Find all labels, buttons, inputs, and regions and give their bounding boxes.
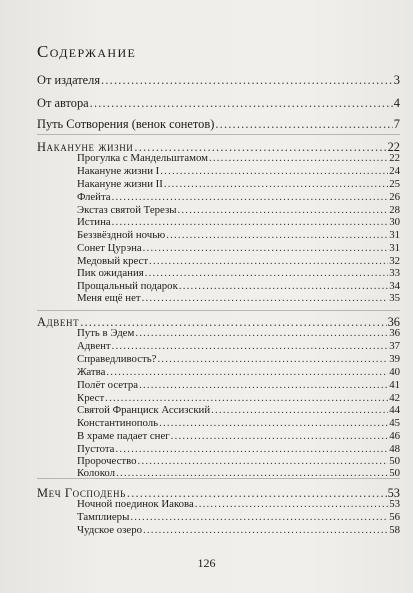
- toc-sub-entry: [37, 255, 400, 267]
- toc-sub-entry: [37, 267, 400, 279]
- toc-entry-page: 3: [393, 73, 400, 87]
- toc-entry: [37, 96, 400, 111]
- toc-sub-entry: [37, 366, 400, 378]
- page-title: Содержание: [37, 42, 137, 61]
- toc-entry-page: 53: [387, 486, 400, 500]
- toc-entry-title: Чудское озеро: [77, 524, 142, 536]
- toc-entry-title: Справедливость?: [77, 353, 157, 365]
- toc-entry-title: Прощальный подарок: [77, 280, 178, 292]
- toc-entry-page: 31: [389, 242, 400, 254]
- toc-entry-page: 56: [389, 511, 400, 523]
- toc-sub-entry: [37, 242, 400, 254]
- toc-entry: [37, 73, 400, 88]
- toc-entry-page: 50: [389, 455, 400, 467]
- toc-entry-page: 4: [393, 96, 400, 110]
- toc-entry-title: Беззвёздной ночью: [77, 229, 166, 241]
- toc-entry-page: 44: [389, 404, 400, 416]
- toc-section-title: Меч Господень: [37, 486, 126, 500]
- toc-entry-page: 40: [389, 366, 400, 378]
- toc-entry-title: От издателя: [37, 73, 101, 87]
- toc-sub-entry: [37, 340, 400, 352]
- toc-entry-page: 37: [389, 340, 400, 352]
- toc-sub-entry: [37, 152, 400, 164]
- toc-entry-page: 46: [389, 430, 400, 442]
- toc-entry-page: 53: [389, 498, 400, 510]
- toc-entry-title: Святой Франциск Ассизский: [77, 404, 211, 416]
- toc-entry-page: 31: [389, 229, 400, 241]
- toc-entry-page: 24: [389, 165, 400, 177]
- toc-sub-entry: [37, 216, 400, 228]
- toc-section-title: Накануне жизни: [37, 140, 134, 154]
- toc-sub-entry: [37, 229, 400, 241]
- toc-entry-page: 25: [389, 178, 400, 190]
- toc-sub-entry: [37, 498, 400, 510]
- toc-entry-page: 41: [389, 379, 400, 391]
- toc-entry-title: Жатва: [77, 366, 106, 378]
- toc-entry-title: Пустота: [77, 443, 115, 455]
- toc-entry-title: Пик ожидания: [77, 267, 144, 279]
- toc-entry-page: 48: [389, 443, 400, 455]
- toc-entry-title: Крест: [77, 392, 105, 404]
- table-of-contents: [37, 0, 400, 593]
- toc-entry-title: Меня ещё нет: [77, 292, 141, 304]
- toc-entry-title: Истина: [77, 216, 111, 228]
- toc-sub-entry: [37, 178, 400, 190]
- toc-entry-title: Константинополь: [77, 417, 159, 429]
- toc-entry-title: Путь Сотворения (венок сонетов): [37, 117, 215, 131]
- toc-entry-title: От автора: [37, 96, 89, 110]
- toc-entry-title: Накануне жизни II: [77, 178, 163, 190]
- toc-entry-title: В храме падает снег: [77, 430, 170, 442]
- toc-entry-page: 34: [389, 280, 400, 292]
- toc-entry-page: 32: [389, 255, 400, 267]
- toc-sub-entry: [37, 292, 400, 304]
- page-number: 126: [197, 556, 216, 570]
- toc-sub-entry: [37, 191, 400, 203]
- toc-entry-title: Путь в Эдем: [77, 327, 135, 339]
- toc-entry-page: 7: [393, 117, 400, 131]
- toc-sub-entry: [37, 511, 400, 523]
- toc-entry-page: 36: [389, 327, 400, 339]
- toc-sub-entry: [37, 353, 400, 365]
- toc-entry-page: 22: [387, 140, 400, 154]
- toc-entry-title: Полёт осетра: [77, 379, 139, 391]
- toc-entry-title: Накануне жизни I: [77, 165, 160, 177]
- toc-entry-title: Флейта: [77, 191, 111, 203]
- toc-entry-page: 39: [389, 353, 400, 365]
- toc-sub-entry: [37, 455, 400, 467]
- toc-entry-page: 26: [389, 191, 400, 203]
- toc-sub-entry: [37, 379, 400, 391]
- toc-entry-title: Медовый крест: [77, 255, 149, 267]
- toc-sub-entry: [37, 417, 400, 429]
- toc-entry-title: Экстаз святой Терезы: [77, 204, 177, 216]
- toc-entry-title: Адвент: [77, 340, 111, 352]
- toc-entry-page: 50: [389, 467, 400, 479]
- toc-entry-page: 33: [389, 267, 400, 279]
- toc-entry-page: 58: [389, 524, 400, 536]
- toc-entry-page: 28: [389, 204, 400, 216]
- toc-entry-title: Пророчество: [77, 455, 137, 467]
- toc-sub-entry: [37, 524, 400, 536]
- toc-entry-page: 35: [389, 292, 400, 304]
- toc-entry-page: 42: [389, 392, 400, 404]
- toc-sub-entry: [37, 280, 400, 292]
- toc-sub-entry: [37, 467, 400, 479]
- toc-sub-entry: [37, 165, 400, 177]
- toc-sub-entry: [37, 404, 400, 416]
- toc-entry-page: 36: [387, 315, 400, 329]
- toc-entry-title: Прогулка с Мандельштамом: [77, 152, 208, 164]
- toc-sub-entry: [37, 443, 400, 455]
- toc-sub-entry: [37, 204, 400, 216]
- toc-entry-title: Тамплиеры: [77, 511, 130, 523]
- toc-entry-title: Сонет Цурэна: [77, 242, 142, 254]
- toc-entry-page: 45: [389, 417, 400, 429]
- toc-sub-entry: [37, 430, 400, 442]
- toc-section-title: Адвент: [37, 315, 80, 329]
- toc-entry: [37, 117, 400, 132]
- toc-sub-entry: [37, 392, 400, 404]
- toc-entry-page: 22: [389, 152, 400, 164]
- toc-entry-title: Колокол: [77, 467, 116, 479]
- toc-entry-page: 30: [389, 216, 400, 228]
- toc-entry-title: Ночной поединок Иакова: [77, 498, 194, 510]
- toc-sub-entry: [37, 327, 400, 339]
